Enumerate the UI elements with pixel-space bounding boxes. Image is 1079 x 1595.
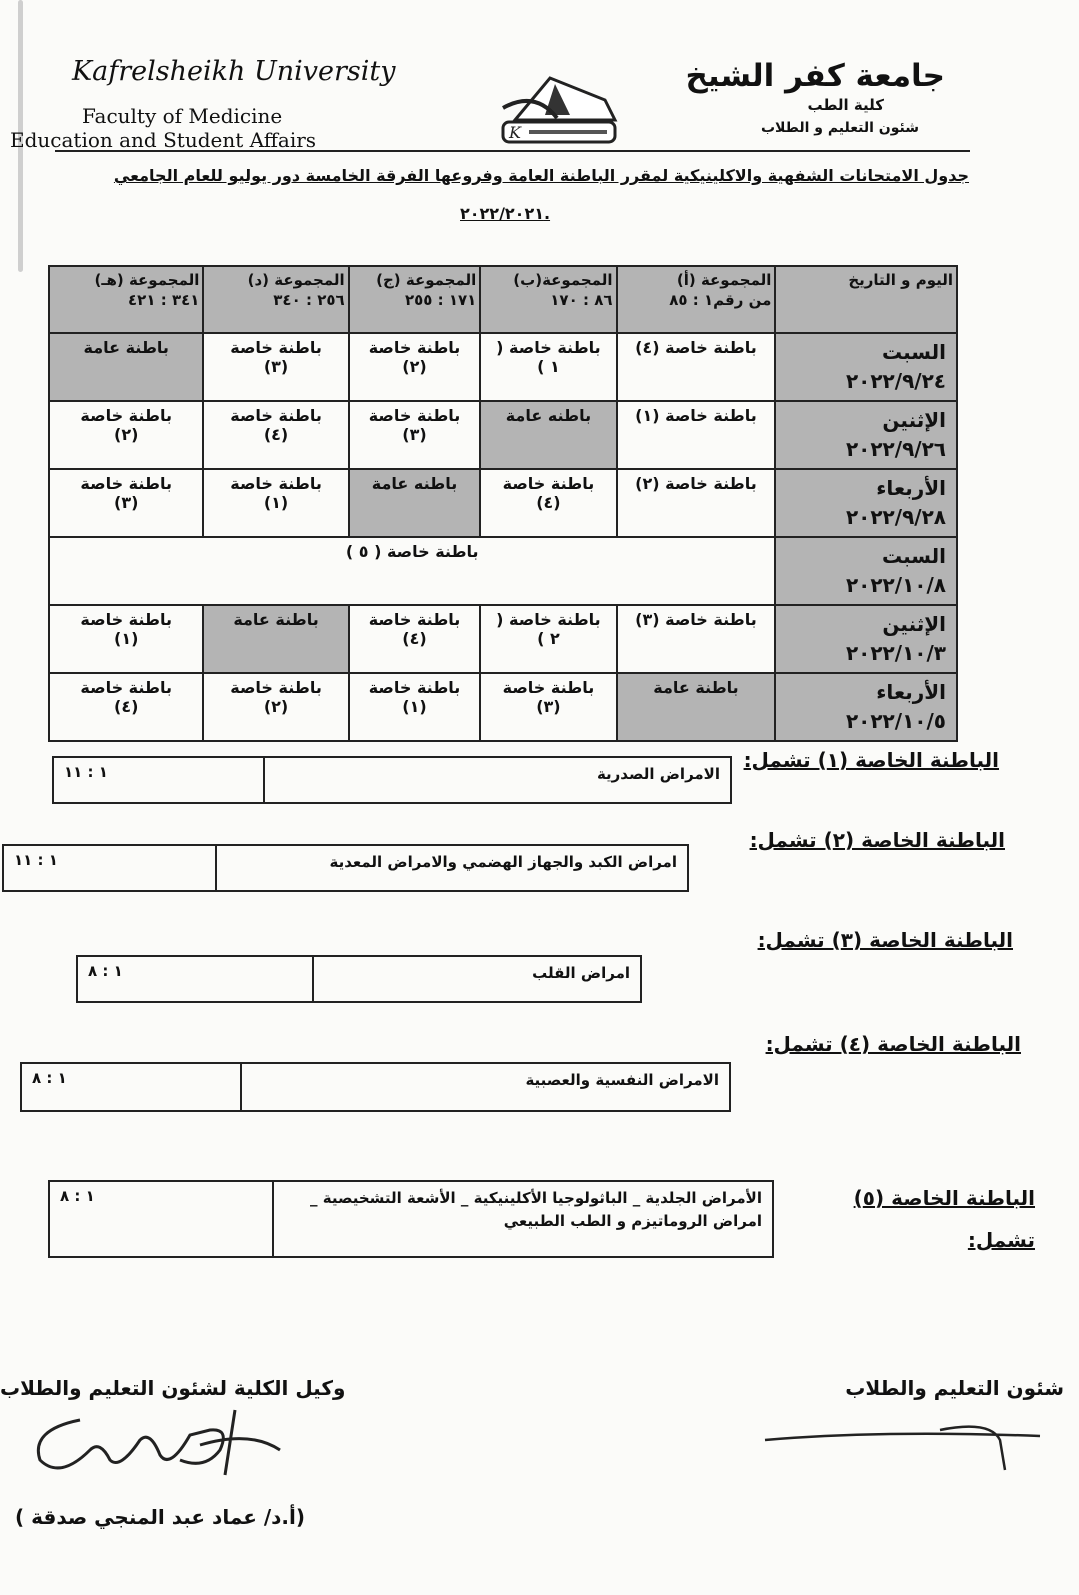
exam-cell-general: باطنة عامة — [49, 333, 203, 401]
header-divider — [55, 150, 970, 152]
exam-cell: باطنة خاصة (٣) — [617, 605, 776, 673]
exam-cell: باطنة خاصة (٢) — [203, 673, 348, 741]
exam-cell: باطنة خاصة (١) — [617, 401, 776, 469]
affairs-name-ar: شئون التعليم و الطلاب — [760, 120, 919, 136]
exam-cell: باطنة خاصة (٣) — [203, 333, 348, 401]
university-logo-icon — [495, 70, 625, 150]
exam-cell: باطنة خاصة ( ٢ ) — [480, 605, 616, 673]
exam-cell: باطنة خاصة (٢) — [349, 333, 481, 401]
header-cell-group-e: المجموعة (هـ) ٣٤١ : ٤٢١ — [49, 266, 203, 333]
exam-cell: باطنة خاصة (١) — [49, 605, 203, 673]
university-name-ar: جامعة كفر الشيخ — [685, 58, 945, 94]
special-3-box — [76, 955, 642, 1003]
exam-cell: باطنة خاصة (٤) — [617, 333, 776, 401]
affairs-signature-line-icon — [760, 1410, 1060, 1480]
special-4-label: الباطنة الخاصة (٤) تشمل: — [765, 1032, 1021, 1056]
header-cell-group-a: المجموعة (أ) من رقم١ : ٨٥ — [617, 266, 776, 333]
special-4-box — [20, 1062, 731, 1112]
handwritten-signature-icon — [20, 1400, 290, 1490]
day-date-cell: الإثنين ٢٠٢٢/٩/٢٦ — [775, 401, 957, 469]
special-1-box — [52, 756, 732, 804]
special-1-ratio: ١ : ١١ — [64, 763, 108, 781]
special-3-desc: امراض القلب — [312, 957, 640, 1001]
day-date-cell: الأربعاء ٢٠٢٢/٩/٢٨ — [775, 469, 957, 537]
exam-cell: باطنة خاصة (٣) — [349, 401, 481, 469]
vice-dean-name: (أ.د/ عماد عبد المنجي صدقة ) — [15, 1505, 306, 1529]
special-1-label: الباطنة الخاصة (١) تشمل: — [743, 748, 999, 772]
exam-cell: باطنة خاصة (٢) — [49, 401, 203, 469]
day-date-cell: السبت ٢٠٢٢/١٠/٨ — [775, 537, 957, 605]
exam-cell-merged: باطنة خاصة ( ٥ ) — [49, 537, 775, 605]
exam-cell: باطنة خاصة (٣) — [49, 469, 203, 537]
affairs-name-en: Education and Student Affairs — [10, 128, 317, 152]
exam-cell-general: باطنة عامة — [617, 673, 776, 741]
table-row — [49, 469, 957, 537]
exam-cell: باطنة خاصة (٣) — [480, 673, 616, 741]
special-2-ratio: ١ : ١١ — [14, 851, 58, 869]
university-name-en: Kafrelsheikh University — [72, 56, 396, 87]
special-5-desc: الأمراض الجلدية _ الباثولوجيا الأكلينيكية _ الأشعة التشخيصية _ امراض الروماتيزم و الطب الطبيعي — [272, 1182, 772, 1256]
header-cell-group-d: المجموعة (د) ٢٥٦ : ٣٤٠ — [203, 266, 348, 333]
header-cell-group-c: المجموعة (ج) ١٧١ : ٢٥٥ — [349, 266, 481, 333]
day-date-cell: السبت ٢٠٢٢/٩/٢٤ — [775, 333, 957, 401]
exam-cell: باطنة خاصة (١) — [349, 673, 481, 741]
special-3-label: الباطنة الخاصة (٣) تشمل: — [757, 928, 1013, 952]
affairs-office-title: شئون التعليم والطلاب — [845, 1376, 1064, 1400]
exam-cell: باطنة خاصة ( ١ ) — [480, 333, 616, 401]
document-title-year: ٢٠٢٢/٢٠٢١. — [460, 204, 551, 223]
special-3-ratio: ١ : ٨ — [88, 962, 123, 980]
special-5-label: الباطنة الخاصة (٥) — [853, 1186, 1035, 1210]
exam-cell: باطنة خاصة (١) — [203, 469, 348, 537]
document-title: جدول الامتحانات الشفهية والاكلينيكية لمقرر الباطنة العامة وفروعها الفرقة الخامسة دور يوليو للعام الجامعي — [113, 166, 969, 185]
day-date-cell: الإثنين ٢٠٢٢/١٠/٣ — [775, 605, 957, 673]
header-cell-day-date: اليوم و التاريخ — [775, 266, 957, 333]
special-5-label-cont: تشمل: — [967, 1228, 1035, 1252]
exam-cell-general: باطنه عامة — [480, 401, 616, 469]
special-4-ratio: ١ : ٨ — [32, 1069, 67, 1087]
exam-cell: باطنة خاصة (٤) — [480, 469, 616, 537]
day-date-cell: الأربعاء ٢٠٢٢/١٠/٥ — [775, 673, 957, 741]
table-row — [49, 605, 957, 673]
special-2-box — [2, 844, 689, 892]
exam-cell: باطنة خاصة (٢) — [617, 469, 776, 537]
special-2-desc: امراض الكبد والجهاز الهضمي والامراض المعدية — [215, 846, 687, 890]
table-row — [49, 537, 957, 605]
exam-cell-general: باطنة عامة — [203, 605, 348, 673]
special-5-ratio: ١ : ٨ — [60, 1187, 95, 1205]
special-5-box — [48, 1180, 774, 1258]
header-cell-group-b: المجموعة(ب) ٨٦ : ١٧٠ — [480, 266, 616, 333]
exam-cell: باطنة خاصة (٤) — [203, 401, 348, 469]
faculty-name-ar: كلية الطب — [807, 96, 884, 114]
table-row — [49, 333, 957, 401]
exam-cell: باطنة خاصة (٤) — [349, 605, 481, 673]
table-header-row — [49, 266, 957, 333]
special-2-label: الباطنة الخاصة (٢) تشمل: — [749, 828, 1005, 852]
table-row — [49, 673, 957, 741]
special-1-desc: الامراض الصدرية — [263, 758, 730, 802]
table-row — [49, 401, 957, 469]
special-4-desc: الامراض النفسية والعصبية — [240, 1064, 729, 1110]
exam-cell-general: باطنه عامة — [349, 469, 481, 537]
exam-schedule-table — [48, 265, 958, 742]
exam-cell: باطنة خاصة (٤) — [49, 673, 203, 741]
vice-dean-title: وكيل الكلية لشئون التعليم والطلاب — [0, 1376, 346, 1400]
faculty-name-en: Faculty of Medicine — [82, 104, 283, 128]
svg-text:K: K — [509, 123, 521, 142]
